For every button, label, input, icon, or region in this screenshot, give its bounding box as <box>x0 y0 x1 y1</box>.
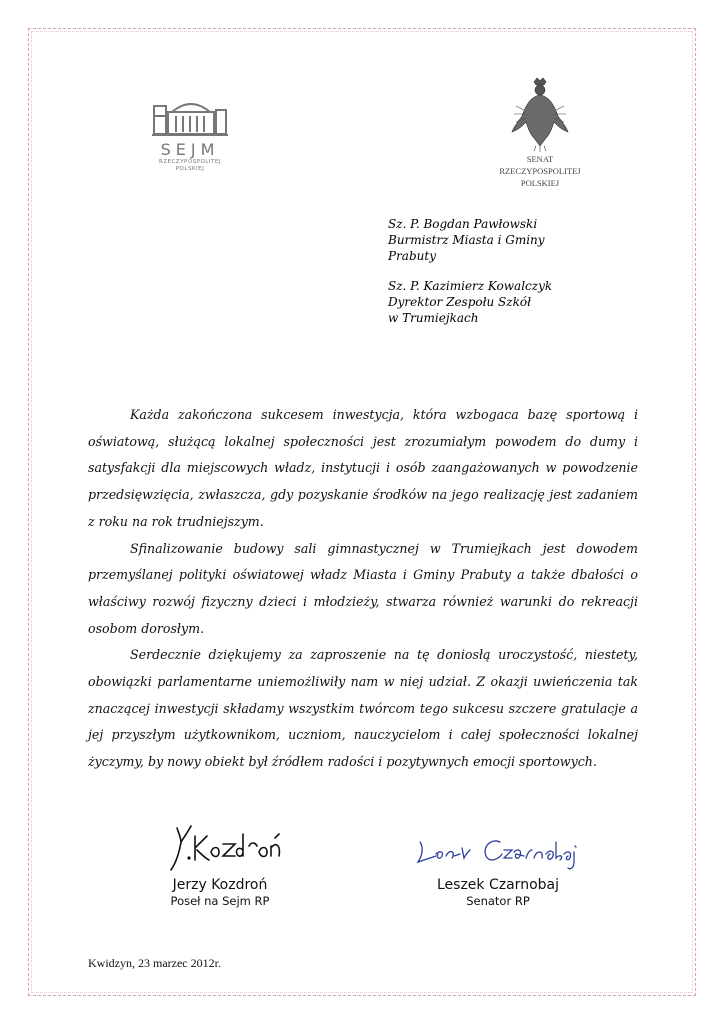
sejm-logo <box>140 98 240 178</box>
senat-logo <box>480 76 600 188</box>
sejm-subtitle-2: POLSKIEJ <box>175 166 205 172</box>
addressee-title: Burmistrz Miasta i Gminy <box>388 233 545 247</box>
sejm-building-icon <box>150 98 230 138</box>
body-paragraph: Sfinalizowanie budowy sali gimnastycznej w Trumiejkach jest dowodem przemyślanej polityki oświatowej władz Miasta i Gminy Prabuty a także dbałości o właściwy rozwój fizyczny dzieci i młodzieży, stwarza również warunki do rekreacji osobom dorosłym. <box>88 540 638 636</box>
signer-czarnobaj <box>398 876 598 909</box>
body-paragraph: Każda zakończona sukcesem inwestycja, która wzbogaca bazę sportową i oświatową, służącą lokalnej społeczności jest zrozumiałym powodem do dumy i satysfakcji dla miejscowych władz, instytucji i osób zaangażowanych w powodzenie przedsięwzięcia, zwłaszcza, gdy pozyskanie środków na jego realizację jest zadaniem z roku na rok trudniejszym. <box>88 407 638 529</box>
addressee-1 <box>388 216 552 264</box>
place-date: Kwidzyn, 23 marzec 2012r. <box>88 956 221 970</box>
signer-name: Jerzy Kozdroń <box>172 877 268 893</box>
sejm-subtitle-1: RZECZYPOSPOLITEJ <box>159 159 221 165</box>
signer-kozdron <box>130 876 310 909</box>
signature-czarnobaj <box>414 828 584 872</box>
addressee-place: w Trumiejkach <box>388 311 479 325</box>
senat-label-1: SENAT <box>526 154 554 164</box>
senat-label-2: RZECZYPOSPOLITEJ <box>499 166 581 176</box>
senat-label-3: POLSKIEJ <box>520 178 560 188</box>
addressee-2 <box>388 278 552 326</box>
body-paragraph: Serdecznie dziękujemy za zaproszenie na tę doniosłą uroczystość, niestety, obowiązki parlamentarne uniemożliwiły nam w niej udział. Z okazji uwieńczenia tak znaczącej inwestycji składamy wszystkim twórcom tego sukcesu szczere gratulacje a jej przyszłym użytkownikom, uczniom, nauczycielom i całej społeczności lokalnej życzymy, by nowy obiekt był źródłem radości i pozytywnych emocji sportowych. <box>88 647 638 770</box>
signature-kozdron <box>165 820 295 874</box>
sejm-wordmark: SEJM <box>160 140 220 159</box>
signer-name: Leszek Czarnobaj <box>437 877 559 893</box>
addressee-block <box>388 216 552 340</box>
addressee-title: Dyrektor Zespołu Szkół <box>388 295 531 309</box>
signer-role: Poseł na Sejm RP <box>170 894 270 908</box>
signer-role: Senator RP <box>466 894 530 908</box>
addressee-name: Sz. P. Bogdan Pawłowski <box>388 217 538 231</box>
addressee-name: Sz. P. Kazimierz Kowalczyk <box>388 279 553 293</box>
letter-body <box>88 402 638 776</box>
eagle-emblem-icon <box>510 76 570 152</box>
addressee-place: Prabuty <box>388 249 436 263</box>
